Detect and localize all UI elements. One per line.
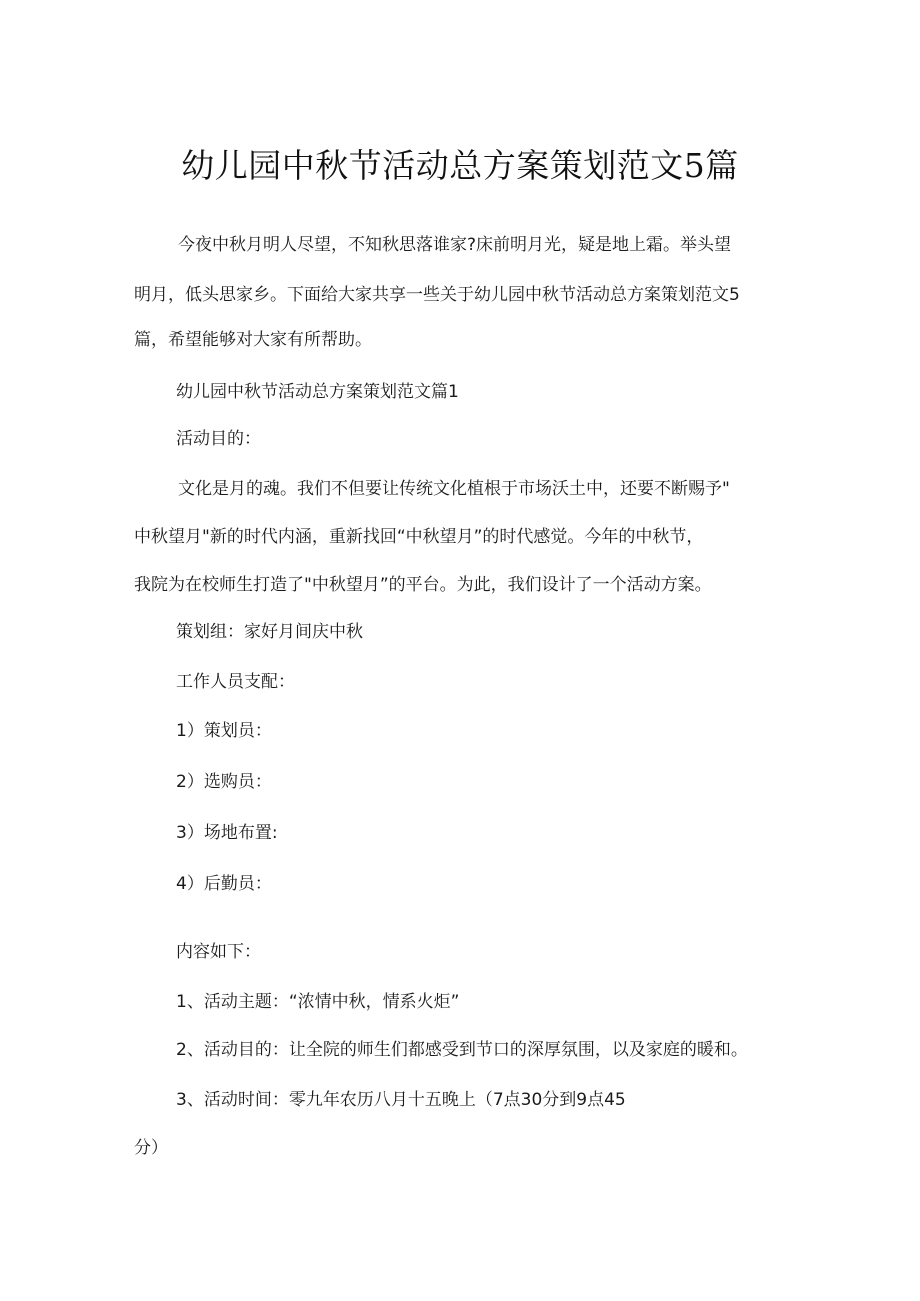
- staff-label: 工作人员支配：: [176, 672, 295, 692]
- content-item-3-continuation: 分）: [134, 1138, 168, 1158]
- staff-item-3: 3）场地布置:: [176, 823, 278, 843]
- document-title: 幼儿园中秋节活动总方案策划范文5篇: [181, 146, 739, 185]
- intro-line-1: 今夜中秋月明人尽望，不知秋思落谁家?床前明月光，疑是地上霜。举头望: [178, 235, 732, 255]
- intro-line-2: 明月，低头思家乡。下面给大家共享一些关于幼儿园中秋节活动总方案策划范文5: [134, 285, 740, 305]
- content-item-2: 2、活动目的：让全院的师生们都感受到节口的深厚氛围，以及家庭的暖和。: [176, 1040, 748, 1060]
- purpose-body-line-2: 中秋望月"新的时代内涵，重新找回“中秋望月”的时代感觉。今年的中秋节，: [134, 527, 704, 547]
- staff-item-2: 2）选购员：: [176, 772, 272, 792]
- staff-item-1: 1）策划员：: [176, 721, 272, 741]
- content-label: 内容如下：: [176, 942, 261, 962]
- intro-line-3: 篇，希望能够对大家有所帮助。: [134, 330, 372, 350]
- content-item-1: 1、活动主题：“浓情中秋，情系火炬”: [176, 992, 460, 1012]
- section-heading: 幼儿园中秋节活动总方案策划范文篇1: [176, 382, 459, 402]
- purpose-label: 活动目的：: [176, 429, 261, 449]
- planning-group: 策划组：家好月间庆中秋: [176, 622, 363, 642]
- purpose-body-line-1: 文化是月的魂。我们不但要让传统文化植根于市场沃土中，还要不断赐予": [178, 479, 730, 499]
- content-item-3: 3、活动时间：零九年农历八月十五晚上（7点30分到9点45: [176, 1090, 626, 1110]
- purpose-body-line-3: 我院为在校师生打造了"中秋望月”的平台。为此，我们设计了一个活动方案。: [134, 575, 712, 595]
- staff-item-4: 4）后勤员：: [176, 874, 272, 894]
